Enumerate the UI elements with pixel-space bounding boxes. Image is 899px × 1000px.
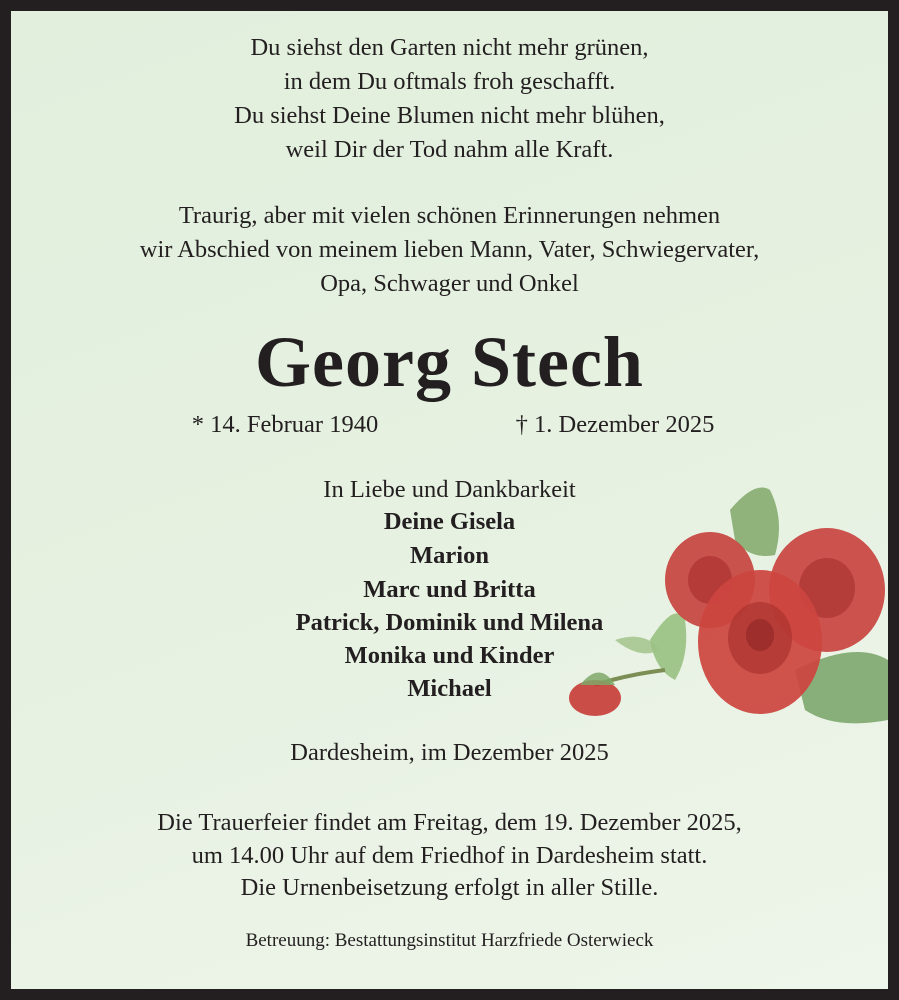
poem-line: weil Dir der Tod nahm alle Kraft.	[285, 136, 614, 163]
mourner: Monika und Kinder	[344, 642, 555, 669]
intro-line: wir Abschied von meinem lieben Mann, Vater, Schwiegervater,	[139, 236, 760, 263]
mourner: Marion	[410, 542, 489, 569]
poem-line: Du siehst Deine Blumen nicht mehr blühen,	[234, 102, 665, 129]
mourner: Patrick, Dominik und Milena	[295, 609, 604, 636]
footer-undertaker: Betreuung: Bestattungsinstitut Harzfriede Osterwieck	[245, 930, 654, 951]
mourner: Marc und Britta	[363, 576, 536, 603]
mourners-intro: In Liebe und Dankbarkeit	[323, 476, 576, 503]
birth-date: * 14. Februar 1940	[191, 411, 379, 438]
funeral-line: Die Trauerfeier findet am Freitag, dem 19. Dezember 2025,	[157, 809, 742, 836]
mourner: Michael	[407, 675, 492, 702]
place-date: Dardesheim, im Dezember 2025	[290, 739, 609, 766]
poem-line: Du siehst den Garten nicht mehr grünen,	[250, 34, 649, 61]
funeral-line: um 14.00 Uhr auf dem Friedhof in Dardesheim statt.	[191, 842, 708, 869]
funeral-line: Die Urnenbeisetzung erfolgt in aller Stille.	[240, 874, 659, 901]
poem-line: in dem Du oftmals froh geschafft.	[283, 68, 616, 95]
death-date: † 1. Dezember 2025	[515, 411, 715, 438]
intro-line: Traurig, aber mit vielen schönen Erinnerungen nehmen	[178, 202, 721, 229]
mourner: Deine Gisela	[383, 508, 516, 535]
deceased-name: Georg Stech	[255, 322, 644, 402]
intro-line: Opa, Schwager und Onkel	[320, 270, 579, 297]
